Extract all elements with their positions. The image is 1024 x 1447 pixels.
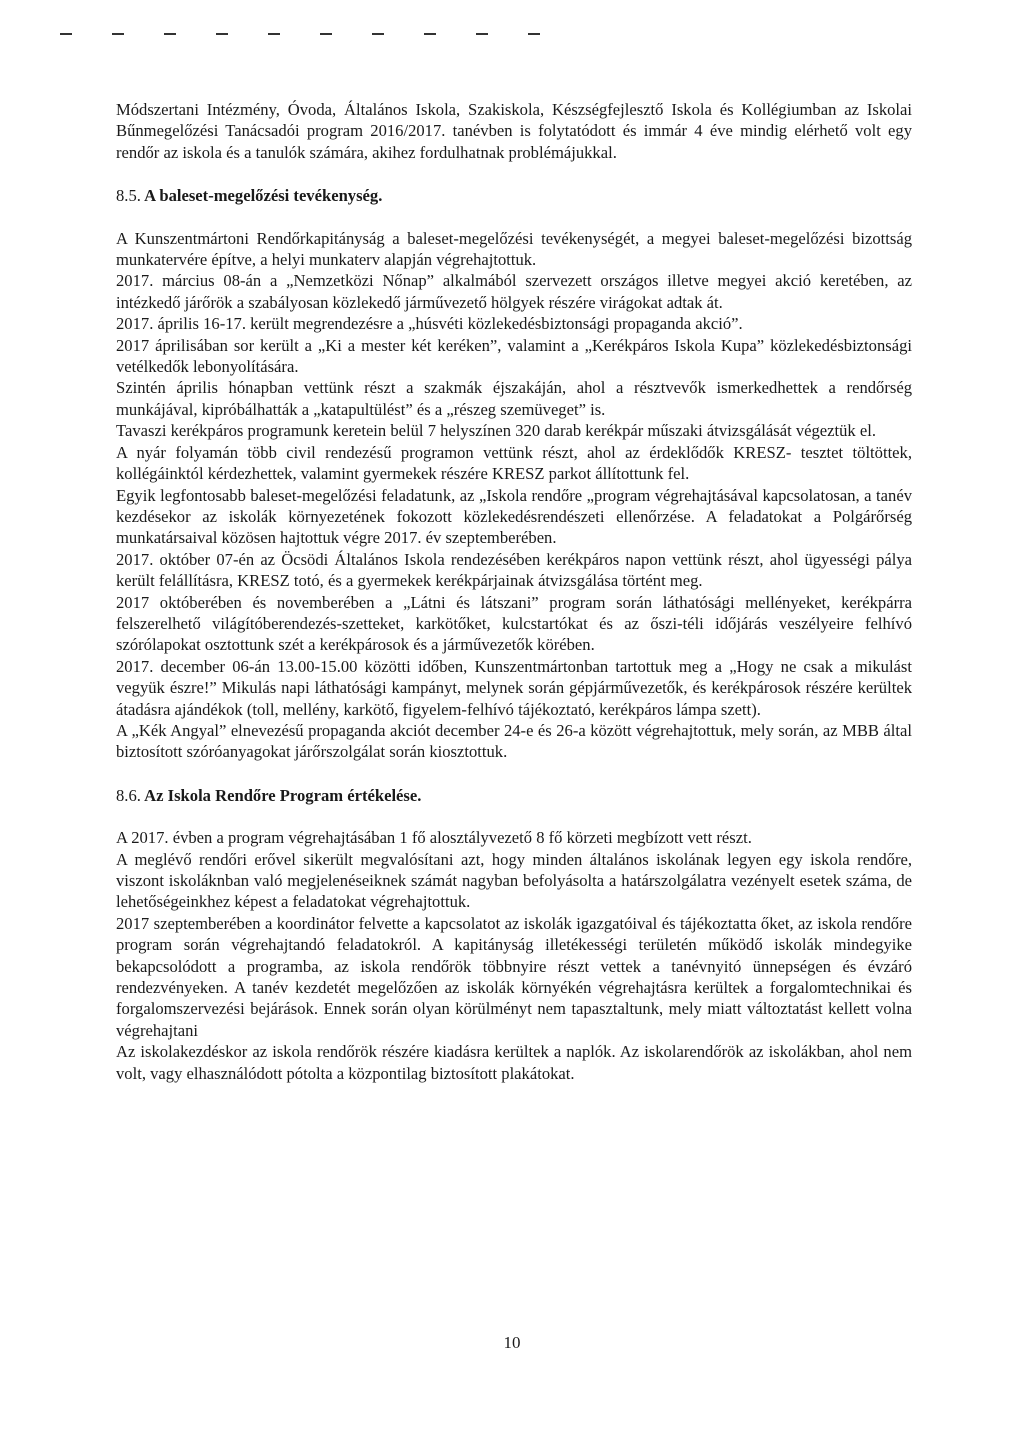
document-body: [116, 99, 912, 1084]
paragraph: A 2017. évben a program végrehajtásában 1 fő alosztályvezető 8 fő körzeti megbízott vett részt.: [116, 828, 752, 848]
paragraph: A Kunszentmártoni Rendőrkapitányság a baleset-megelőzési tevékenységét, a megyei baleset-megelőzési bizottság munkatervére építve, a helyi munkaterv alapján végrehajtottuk.: [116, 228, 912, 270]
paragraph: 2017. december 06-án 13.00-15.00 közötti időben, Kunszentmártonban tartottuk meg a „Hogy ne csak a mikulást vegyük észre!” Mikulás napi láthatósági kampányt, melynek során gépjárművezetők, és kerékpárosok részére kerültek átadásra ajándékok (toll, mellény, karkötő, figyelem-felhívó tájékoztató, kerékpáros lámpa szett).: [116, 656, 912, 719]
paragraph: Szintén április hónapban vettünk részt a szakmák éjszakáján, ahol a résztvevők ismerkedhettek a rendőrség munkájával, kipróbálhatták a „katapultülést” és a „részeg szemüveget” is.: [116, 378, 912, 419]
paragraph: 2017. október 07-én az Öcsödi Általános Iskola rendezésében kerékpáros napon vettünk részt, ahol ügyességi pálya került felállításra, KRESZ totó, és a gyermekek kerékpárjainak átvizsgálása történt meg.: [116, 549, 912, 591]
paragraph: Az iskolakezdéskor az iskola rendőrök részére kiadásra kerültek a naplók. Az iskolarendőrök az iskolákban, ahol nem volt, vagy elhasználódott pótolta a központilag biztosított plakátokat.: [116, 1042, 912, 1083]
paragraph: 2017. április 16-17. került megrendezésre a „húsvéti közlekedésbiztonsági propaganda akció”.: [116, 314, 743, 334]
paragraph: Egyik legfontosabb baleset-megelőzési feladatunk, az „Iskola rendőre „program végrehajtásával kapcsolatosan, a tanév kezdésekor az iskolák környezetének fokozott közlekedésrendészeti ellenőrzése. A feladatokat a Polgárőrség munkatársaival közösen hajtottuk végre 2017. év szeptemberében.: [116, 485, 912, 548]
section-8-6-body: [116, 827, 912, 1084]
paragraph: 2017 szeptemberében a koordinátor felvette a kapcsolatot az iskolák igazgatóival és tájékoztatta őket, az iskola rendőre program során végrehajtandó feladatokról. A kapitányság illetékességi területén működő iskolák mindegyike bekapcsolódott a programba, az iskola rendőrök többnyire részt vettek a tanévnyitó ünnepségen és évzáró rendezvényeken. A tanév kezdetét megelőzően az iskolák környékén végrehajtásra kerültek a forgalomtechnikai és forgalomszervezési bejárások. Ennek során olyan körülményt nem tapasztaltunk, mely miatt változtatást kellett volna végrehajtani: [116, 913, 912, 1040]
section-heading-8-6: [116, 785, 912, 806]
intro-paragraph: Módszertani Intézmény, Óvoda, Általános Iskola, Szakiskola, Készségfejlesztő Iskola és Kollégiumban az Iskolai Bűnmegelőzési Tanácsadói program 2016/2017. tanévben is folytatódott és immár 4 éve mindig elérhető volt egy rendőr az iskola és a tanulók számára, akihez fordulhatnak problémájukkal.: [116, 100, 912, 162]
section-title: A baleset-megelőzési tevékenység.: [144, 186, 383, 206]
paragraph: 2017. március 08-án a „Nemzetközi Nőnap” alkalmából szervezett országos illetve megyei akció keretében, az intézkedő járőrök a szabályosan közlekedő járművezető hölgyek részére virágokat adtak át.: [116, 271, 912, 312]
section-8-5-body: [116, 228, 912, 763]
paragraph: A „Kék Angyal” elnevezésű propaganda akciót december 24-e és 26-a között végrehajtottuk, mely során, az MBB által biztosított szóróanyagokat járőrszolgálat során kiosztottuk.: [116, 720, 912, 762]
header-dashed-rule: [60, 33, 550, 35]
paragraph: 2017 áprilisában sor került a „Ki a mester két keréken”, valamint a „Kerékpáros Iskola Kupa” közlekedésbiztonsági vetélkedők lebonyolítására.: [116, 335, 912, 377]
page-number: 10: [503, 1333, 521, 1352]
section-heading-8-5: [116, 185, 912, 206]
paragraph: Tavaszi kerékpáros programunk keretein belül 7 helyszínen 320 darab kerékpár műszaki átvizsgálását végeztük el.: [116, 421, 877, 441]
paragraph: A meglévő rendőri erővel sikerült megvalósítani azt, hogy minden általános iskolának legyen egy iskola rendőre, viszont iskoláknban való megjelenéseiknek számát nagyban befolyásolta a határszolgálatra vezényelt esetek száma, de lehetőségeinkhez képest a feladatokat végrehajtottuk.: [116, 849, 912, 912]
paragraph: 2017 októberében és novemberében a „Látni és látszani” program során láthatósági mellényeket, kerékpárra felszerelhető világítóberendezés-szetteket, karkötőket, kulcstartókat és az őszi-téli időjárás veszélyeire felhívó szórólapokat osztottunk szét a kerékpárosok és a járművezetők körében.: [116, 592, 912, 655]
paragraph: A nyár folyamán több civil rendezésű programon vettünk részt, ahol az érdeklődők KRESZ- tesztet töltöttek, kollégáinktól kérdezhettek, valamint gyermekek részére KRESZ parkot állítottunk fel.: [116, 442, 912, 484]
section-title: Az Iskola Rendőre Program értékelése.: [144, 785, 422, 805]
section-number: 8.5.: [116, 186, 141, 206]
section-number: 8.6.: [116, 785, 141, 805]
